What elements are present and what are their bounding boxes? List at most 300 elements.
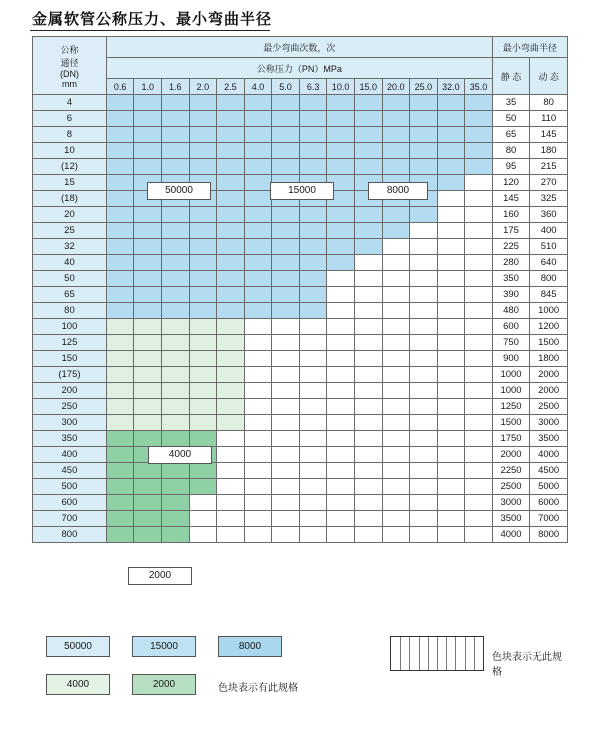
cell-dn-pn: [327, 479, 355, 495]
cell-dn-pn: [189, 271, 217, 287]
cell-dn-pn: [382, 143, 410, 159]
cell-dn-pn: [299, 479, 327, 495]
dn-label: 4: [33, 95, 107, 111]
cell-dn-pn: [465, 127, 493, 143]
cell-dn-pn: [410, 351, 438, 367]
cell-dn-pn: [272, 511, 300, 527]
cell-dn-pn: [217, 159, 245, 175]
cell-dn-pn: [437, 319, 465, 335]
radius-dynamic-value: 8000: [530, 527, 568, 543]
cell-dn-pn: [106, 399, 134, 415]
radius-static-value: 900: [492, 351, 530, 367]
radius-static-value: 280: [492, 255, 530, 271]
radius-static-value: 145: [492, 191, 530, 207]
cell-dn-pn: [437, 287, 465, 303]
cell-dn-pn: [437, 223, 465, 239]
radius-static-value: 1000: [492, 367, 530, 383]
cell-dn-pn: [106, 463, 134, 479]
cell-dn-pn: [410, 303, 438, 319]
cell-dn-pn: [382, 207, 410, 223]
cell-dn-pn: [382, 511, 410, 527]
swatch-line: [400, 637, 401, 670]
cell-dn-pn: [465, 367, 493, 383]
cell-dn-pn: [437, 191, 465, 207]
radius-dynamic-value: 1500: [530, 335, 568, 351]
cell-dn-pn: [106, 287, 134, 303]
cell-dn-pn: [106, 335, 134, 351]
cell-dn-pn: [189, 383, 217, 399]
cell-dn-pn: [437, 143, 465, 159]
swatch-line: [474, 637, 475, 670]
cell-dn-pn: [162, 255, 190, 271]
cell-dn-pn: [437, 415, 465, 431]
cell-dn-pn: [410, 159, 438, 175]
cell-dn-pn: [134, 111, 162, 127]
cell-dn-pn: [410, 287, 438, 303]
cell-dn-pn: [106, 271, 134, 287]
callout-50000: 50000: [147, 182, 211, 200]
cell-dn-pn: [162, 127, 190, 143]
cell-dn-pn: [244, 447, 272, 463]
cell-dn-pn: [272, 351, 300, 367]
cell-dn-pn: [327, 351, 355, 367]
cell-dn-pn: [189, 95, 217, 111]
table-row: [33, 527, 568, 543]
cell-dn-pn: [272, 287, 300, 303]
cell-dn-pn: [134, 95, 162, 111]
cell-dn-pn: [437, 463, 465, 479]
cell-dn-pn: [244, 95, 272, 111]
swatch-line: [419, 637, 420, 670]
cell-dn-pn: [465, 495, 493, 511]
cell-dn-pn: [134, 383, 162, 399]
table-row: [33, 95, 568, 111]
cell-dn-pn: [410, 95, 438, 111]
swatch-line: [455, 637, 456, 670]
table-row: [33, 143, 568, 159]
radius-dynamic-value: 4500: [530, 463, 568, 479]
cell-dn-pn: [327, 207, 355, 223]
cell-dn-pn: [327, 495, 355, 511]
pn-value-2: 1.6: [162, 79, 190, 95]
table-row: [33, 431, 568, 447]
radius-static-value: 2000: [492, 447, 530, 463]
bend-radius-header: 最小弯曲半径: [492, 37, 567, 58]
cell-dn-pn: [354, 527, 382, 543]
cell-dn-pn: [327, 383, 355, 399]
cell-dn-pn: [465, 447, 493, 463]
cell-dn-pn: [272, 383, 300, 399]
cell-dn-pn: [106, 527, 134, 543]
cell-dn-pn: [410, 319, 438, 335]
cell-dn-pn: [272, 495, 300, 511]
table-row: [33, 287, 568, 303]
cell-dn-pn: [244, 239, 272, 255]
cell-dn-pn: [106, 431, 134, 447]
radius-dynamic-value: 3500: [530, 431, 568, 447]
cell-dn-pn: [299, 143, 327, 159]
cell-dn-pn: [189, 239, 217, 255]
cell-dn-pn: [410, 527, 438, 543]
table-row: [33, 239, 568, 255]
cell-dn-pn: [189, 127, 217, 143]
cell-dn-pn: [106, 95, 134, 111]
cell-dn-pn: [189, 159, 217, 175]
pn-value-9: 15.0: [354, 79, 382, 95]
cell-dn-pn: [217, 527, 245, 543]
radius-dynamic-value: 325: [530, 191, 568, 207]
cell-dn-pn: [244, 399, 272, 415]
cell-dn-pn: [465, 527, 493, 543]
cell-dn-pn: [299, 127, 327, 143]
cell-dn-pn: [327, 447, 355, 463]
swatch-line: [428, 637, 429, 670]
cell-dn-pn: [162, 223, 190, 239]
cell-dn-pn: [244, 479, 272, 495]
cell-dn-pn: [272, 207, 300, 223]
cell-dn-pn: [382, 479, 410, 495]
cell-dn-pn: [382, 415, 410, 431]
cell-dn-pn: [437, 367, 465, 383]
cell-dn-pn: [162, 479, 190, 495]
cell-dn-pn: [134, 255, 162, 271]
radius-static-value: 160: [492, 207, 530, 223]
spec-table: [32, 36, 568, 543]
cell-dn-pn: [465, 159, 493, 175]
cell-dn-pn: [437, 111, 465, 127]
radius-static-value: 4000: [492, 527, 530, 543]
cell-dn-pn: [382, 159, 410, 175]
table-body: [33, 95, 568, 543]
callout-2000: 2000: [128, 567, 192, 585]
cell-dn-pn: [465, 255, 493, 271]
dn-label: 10: [33, 143, 107, 159]
cell-dn-pn: [327, 319, 355, 335]
cell-dn-pn: [410, 495, 438, 511]
cell-dn-pn: [162, 207, 190, 223]
cell-dn-pn: [299, 303, 327, 319]
cell-dn-pn: [465, 207, 493, 223]
cell-dn-pn: [244, 287, 272, 303]
cell-dn-pn: [244, 415, 272, 431]
dn-label: 350: [33, 431, 107, 447]
cell-dn-pn: [299, 239, 327, 255]
cell-dn-pn: [217, 287, 245, 303]
cell-dn-pn: [465, 463, 493, 479]
radius-static-value: 50: [492, 111, 530, 127]
cell-dn-pn: [437, 175, 465, 191]
table-row: [33, 127, 568, 143]
pn-value-5: 4.0: [244, 79, 272, 95]
cell-dn-pn: [272, 399, 300, 415]
cell-dn-pn: [410, 207, 438, 223]
radius-dynamic-value: 3000: [530, 415, 568, 431]
cell-dn-pn: [354, 383, 382, 399]
table-header: [33, 37, 568, 95]
cell-dn-pn: [410, 255, 438, 271]
dn-label: 6: [33, 111, 107, 127]
cell-dn-pn: [106, 207, 134, 223]
cell-dn-pn: [217, 319, 245, 335]
radius-static-header: 静 态: [492, 58, 530, 95]
cell-dn-pn: [465, 175, 493, 191]
cell-dn-pn: [437, 271, 465, 287]
cell-dn-pn: [437, 527, 465, 543]
cell-dn-pn: [327, 463, 355, 479]
cell-dn-pn: [134, 319, 162, 335]
cell-dn-pn: [465, 239, 493, 255]
cell-dn-pn: [189, 143, 217, 159]
cell-dn-pn: [217, 495, 245, 511]
cell-dn-pn: [272, 159, 300, 175]
cell-dn-pn: [217, 255, 245, 271]
cell-dn-pn: [217, 367, 245, 383]
cell-dn-pn: [382, 255, 410, 271]
cell-dn-pn: [299, 335, 327, 351]
cell-dn-pn: [410, 223, 438, 239]
dn-label: 80: [33, 303, 107, 319]
cell-dn-pn: [354, 511, 382, 527]
radius-dynamic-value: 2000: [530, 367, 568, 383]
cell-dn-pn: [244, 127, 272, 143]
radius-static-value: 480: [492, 303, 530, 319]
legend: [32, 634, 568, 704]
cell-dn-pn: [189, 495, 217, 511]
cell-dn-pn: [162, 383, 190, 399]
cell-dn-pn: [327, 399, 355, 415]
pn-value-3: 2.0: [189, 79, 217, 95]
cell-dn-pn: [465, 271, 493, 287]
radius-static-value: 35: [492, 95, 530, 111]
cell-dn-pn: [134, 527, 162, 543]
cell-dn-pn: [134, 223, 162, 239]
cell-dn-pn: [354, 335, 382, 351]
cell-dn-pn: [354, 95, 382, 111]
cell-dn-pn: [244, 319, 272, 335]
cell-dn-pn: [217, 127, 245, 143]
radius-dynamic-value: 110: [530, 111, 568, 127]
cell-dn-pn: [272, 335, 300, 351]
table-row: [33, 479, 568, 495]
cell-dn-pn: [299, 255, 327, 271]
cell-dn-pn: [299, 383, 327, 399]
cell-dn-pn: [106, 303, 134, 319]
cell-dn-pn: [189, 511, 217, 527]
radius-static-value: 175: [492, 223, 530, 239]
cell-dn-pn: [327, 95, 355, 111]
cell-dn-pn: [299, 431, 327, 447]
cell-dn-pn: [382, 495, 410, 511]
table-row: [33, 111, 568, 127]
radius-static-value: 750: [492, 335, 530, 351]
cell-dn-pn: [189, 431, 217, 447]
radius-static-value: 95: [492, 159, 530, 175]
cell-dn-pn: [382, 431, 410, 447]
legend-blank-swatch: [390, 636, 484, 671]
cell-dn-pn: [272, 255, 300, 271]
cell-dn-pn: [327, 367, 355, 383]
table-row: [33, 463, 568, 479]
dn-label: 200: [33, 383, 107, 399]
cell-dn-pn: [217, 95, 245, 111]
cell-dn-pn: [244, 367, 272, 383]
cell-dn-pn: [465, 303, 493, 319]
radius-dynamic-value: 2500: [530, 399, 568, 415]
cell-dn-pn: [299, 447, 327, 463]
cell-dn-pn: [106, 223, 134, 239]
cell-dn-pn: [134, 143, 162, 159]
cell-dn-pn: [299, 351, 327, 367]
cell-dn-pn: [382, 239, 410, 255]
cell-dn-pn: [162, 159, 190, 175]
radius-dynamic-value: 1800: [530, 351, 568, 367]
cell-dn-pn: [134, 511, 162, 527]
dn-label: (12): [33, 159, 107, 175]
dn-header-line-4: mm: [61, 78, 77, 89]
cell-dn-pn: [437, 207, 465, 223]
cell-dn-pn: [410, 111, 438, 127]
radius-static-value: 225: [492, 239, 530, 255]
cell-dn-pn: [410, 463, 438, 479]
cell-dn-pn: [244, 111, 272, 127]
cell-dn-pn: [382, 367, 410, 383]
cell-dn-pn: [465, 223, 493, 239]
radius-static-value: 2250: [492, 463, 530, 479]
cell-dn-pn: [327, 335, 355, 351]
cell-dn-pn: [217, 271, 245, 287]
cell-dn-pn: [162, 399, 190, 415]
cell-dn-pn: [272, 111, 300, 127]
dn-label: 100: [33, 319, 107, 335]
radius-dynamic-value: 4000: [530, 447, 568, 463]
cell-dn-pn: [299, 319, 327, 335]
cell-dn-pn: [134, 399, 162, 415]
radius-dynamic-value: 180: [530, 143, 568, 159]
cell-dn-pn: [465, 511, 493, 527]
cell-dn-pn: [354, 207, 382, 223]
cell-dn-pn: [106, 159, 134, 175]
cell-dn-pn: [327, 239, 355, 255]
callout-8000: 8000: [368, 182, 428, 200]
cell-dn-pn: [106, 415, 134, 431]
cell-dn-pn: [299, 207, 327, 223]
cell-dn-pn: [437, 95, 465, 111]
cell-dn-pn: [217, 479, 245, 495]
table-row: [33, 351, 568, 367]
dn-label: 450: [33, 463, 107, 479]
legend-item-15000: 15000: [132, 636, 196, 657]
radius-dynamic-value: 2000: [530, 383, 568, 399]
cell-dn-pn: [354, 239, 382, 255]
cell-dn-pn: [327, 255, 355, 271]
page-title: 金属软管公称压力、最小弯曲半径: [32, 12, 273, 28]
cell-dn-pn: [272, 479, 300, 495]
cell-dn-pn: [162, 463, 190, 479]
cell-dn-pn: [272, 271, 300, 287]
cell-dn-pn: [106, 383, 134, 399]
cell-dn-pn: [327, 111, 355, 127]
dn-label: 40: [33, 255, 107, 271]
cell-dn-pn: [299, 223, 327, 239]
cell-dn-pn: [162, 239, 190, 255]
pn-value-13: 35.0: [465, 79, 493, 95]
cell-dn-pn: [410, 479, 438, 495]
cell-dn-pn: [299, 271, 327, 287]
cell-dn-pn: [410, 447, 438, 463]
cell-dn-pn: [382, 287, 410, 303]
swatch-line: [409, 637, 410, 670]
cell-dn-pn: [410, 335, 438, 351]
cell-dn-pn: [272, 367, 300, 383]
table-row: [33, 255, 568, 271]
radius-dynamic-value: 270: [530, 175, 568, 191]
cell-dn-pn: [354, 479, 382, 495]
cell-dn-pn: [217, 447, 245, 463]
cell-dn-pn: [162, 143, 190, 159]
radius-static-value: 600: [492, 319, 530, 335]
cell-dn-pn: [106, 111, 134, 127]
cell-dn-pn: [465, 143, 493, 159]
cell-dn-pn: [465, 191, 493, 207]
radius-dynamic-value: 7000: [530, 511, 568, 527]
cell-dn-pn: [134, 127, 162, 143]
cell-dn-pn: [382, 111, 410, 127]
table-row: [33, 367, 568, 383]
cell-dn-pn: [162, 431, 190, 447]
radius-dynamic-value: 215: [530, 159, 568, 175]
cell-dn-pn: [327, 415, 355, 431]
cell-dn-pn: [299, 463, 327, 479]
cell-dn-pn: [244, 175, 272, 191]
cell-dn-pn: [162, 367, 190, 383]
table-row: [33, 319, 568, 335]
cell-dn-pn: [244, 271, 272, 287]
cell-dn-pn: [354, 495, 382, 511]
cell-dn-pn: [354, 463, 382, 479]
cell-dn-pn: [437, 511, 465, 527]
cell-dn-pn: [217, 303, 245, 319]
cell-dn-pn: [162, 271, 190, 287]
cell-dn-pn: [354, 447, 382, 463]
cell-dn-pn: [382, 223, 410, 239]
cell-dn-pn: [244, 511, 272, 527]
cell-dn-pn: [382, 127, 410, 143]
cell-dn-pn: [437, 239, 465, 255]
radius-dynamic-header: 动 态: [530, 58, 568, 95]
cell-dn-pn: [437, 399, 465, 415]
cell-dn-pn: [437, 335, 465, 351]
cell-dn-pn: [354, 431, 382, 447]
cell-dn-pn: [217, 511, 245, 527]
cell-dn-pn: [217, 111, 245, 127]
swatch-line: [437, 637, 438, 670]
cell-dn-pn: [189, 527, 217, 543]
cell-dn-pn: [106, 495, 134, 511]
cell-dn-pn: [272, 143, 300, 159]
legend-item-8000: 8000: [218, 636, 282, 657]
cell-dn-pn: [162, 287, 190, 303]
radius-dynamic-value: 80: [530, 95, 568, 111]
cell-dn-pn: [382, 271, 410, 287]
cell-dn-pn: [272, 127, 300, 143]
radius-dynamic-value: 6000: [530, 495, 568, 511]
cell-dn-pn: [189, 255, 217, 271]
cell-dn-pn: [299, 415, 327, 431]
cell-dn-pn: [106, 447, 134, 463]
swatch-line: [465, 637, 466, 670]
callout-15000: 15000: [270, 182, 334, 200]
cell-dn-pn: [327, 143, 355, 159]
